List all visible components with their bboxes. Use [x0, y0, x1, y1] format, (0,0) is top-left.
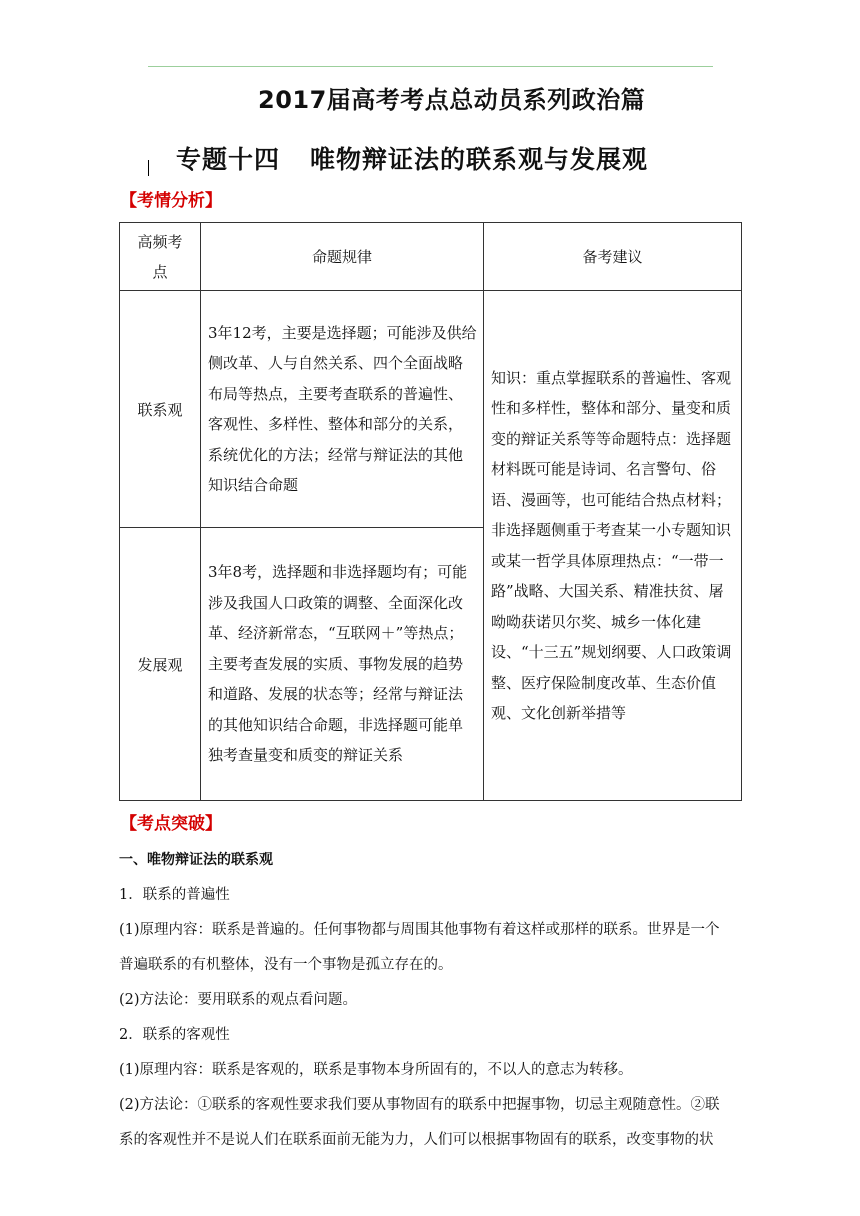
point-title-objectivity: 2．联系的客观性 — [119, 1027, 230, 1043]
subsection-heading: 一、唯物辩证法的联系观 — [119, 852, 273, 868]
table-header-topic: 高频考点 — [120, 223, 201, 291]
paragraph-line: (1)原理内容：联系是普遍的。任何事物都与周围其他事物有着这样或那样的联系。世界是一个 — [119, 922, 720, 938]
point-title-universality: 1．联系的普遍性 — [119, 887, 230, 903]
table-header-row — [120, 223, 742, 291]
breakthrough-heading: 【考点突破】 — [120, 814, 222, 834]
paragraph-line: (1)原理内容：联系是客观的，联系是事物本身所固有的，不以人的意志为转移。 — [119, 1062, 633, 1078]
topic-number: 专题十四 — [176, 145, 281, 174]
paragraph-line: (2)方法论：①联系的客观性要求我们要从事物固有的联系中把握事物，切忌主观随意性。②联 — [119, 1097, 720, 1113]
paragraph-line: (2)方法论：要用联系的观点看问题。 — [119, 992, 358, 1008]
paragraph-line: 系的客观性并不是说人们在联系面前无能为力，人们可以根据事物固有的联系，改变事物的状 — [119, 1132, 714, 1148]
header-rule — [148, 66, 713, 67]
series-title: 2017届高考考点总动员系列政治篇 — [258, 86, 646, 114]
table-row — [120, 291, 742, 528]
topic-title — [176, 142, 716, 178]
topic-name: 唯物辩证法的联系观与发展观 — [310, 145, 649, 174]
suggestion-cell: 知识：重点掌握联系的普遍性、客观性和多样性，整体和部分、量变和质变的辩证关系等等命题特点：选择题材料既可能是诗词、名言警句、俗语、漫画等，也可能结合热点材料；非选择题侧重于考查某一小专题知识或某一哲学具体原理热点：“一带一路”战略、大国关系、精准扶贫、屠呦呦获诺贝尔奖、城乡一体化建设、“十三五”规划纲要、人口政策调整、医疗保险制度改革、生态价值观、文化创新举措等 — [484, 291, 742, 801]
row-pattern-development: 3年8考，选择题和非选择题均有；可能涉及我国人口政策的调整、全面深化改革、经济新常态，“互联网＋”等热点；主要考查发展的实质、事物发展的趋势和道路、发展的状态等；经常与辩证法的其他知识结合命题，非选择题可能单独考查量变和质变的辩证关系 — [201, 528, 484, 801]
table-header-suggestion: 备考建议 — [484, 223, 742, 291]
exam-analysis-table — [119, 222, 742, 801]
analysis-heading: 【考情分析】 — [120, 191, 222, 211]
text-cursor — [148, 160, 149, 176]
row-topic-development: 发展观 — [120, 528, 201, 801]
row-pattern-connection: 3年12考，主要是选择题；可能涉及供给侧改革、人与自然关系、四个全面战略布局等热点，主要考查联系的普遍性、客观性、多样性、整体和部分的关系，系统优化的方法；经常与辩证法的其他知识结合命题 — [201, 291, 484, 528]
paragraph-line: 普遍联系的有机整体，没有一个事物是孤立存在的。 — [119, 957, 453, 973]
table-header-pattern: 命题规律 — [201, 223, 484, 291]
row-topic-connection: 联系观 — [120, 291, 201, 528]
